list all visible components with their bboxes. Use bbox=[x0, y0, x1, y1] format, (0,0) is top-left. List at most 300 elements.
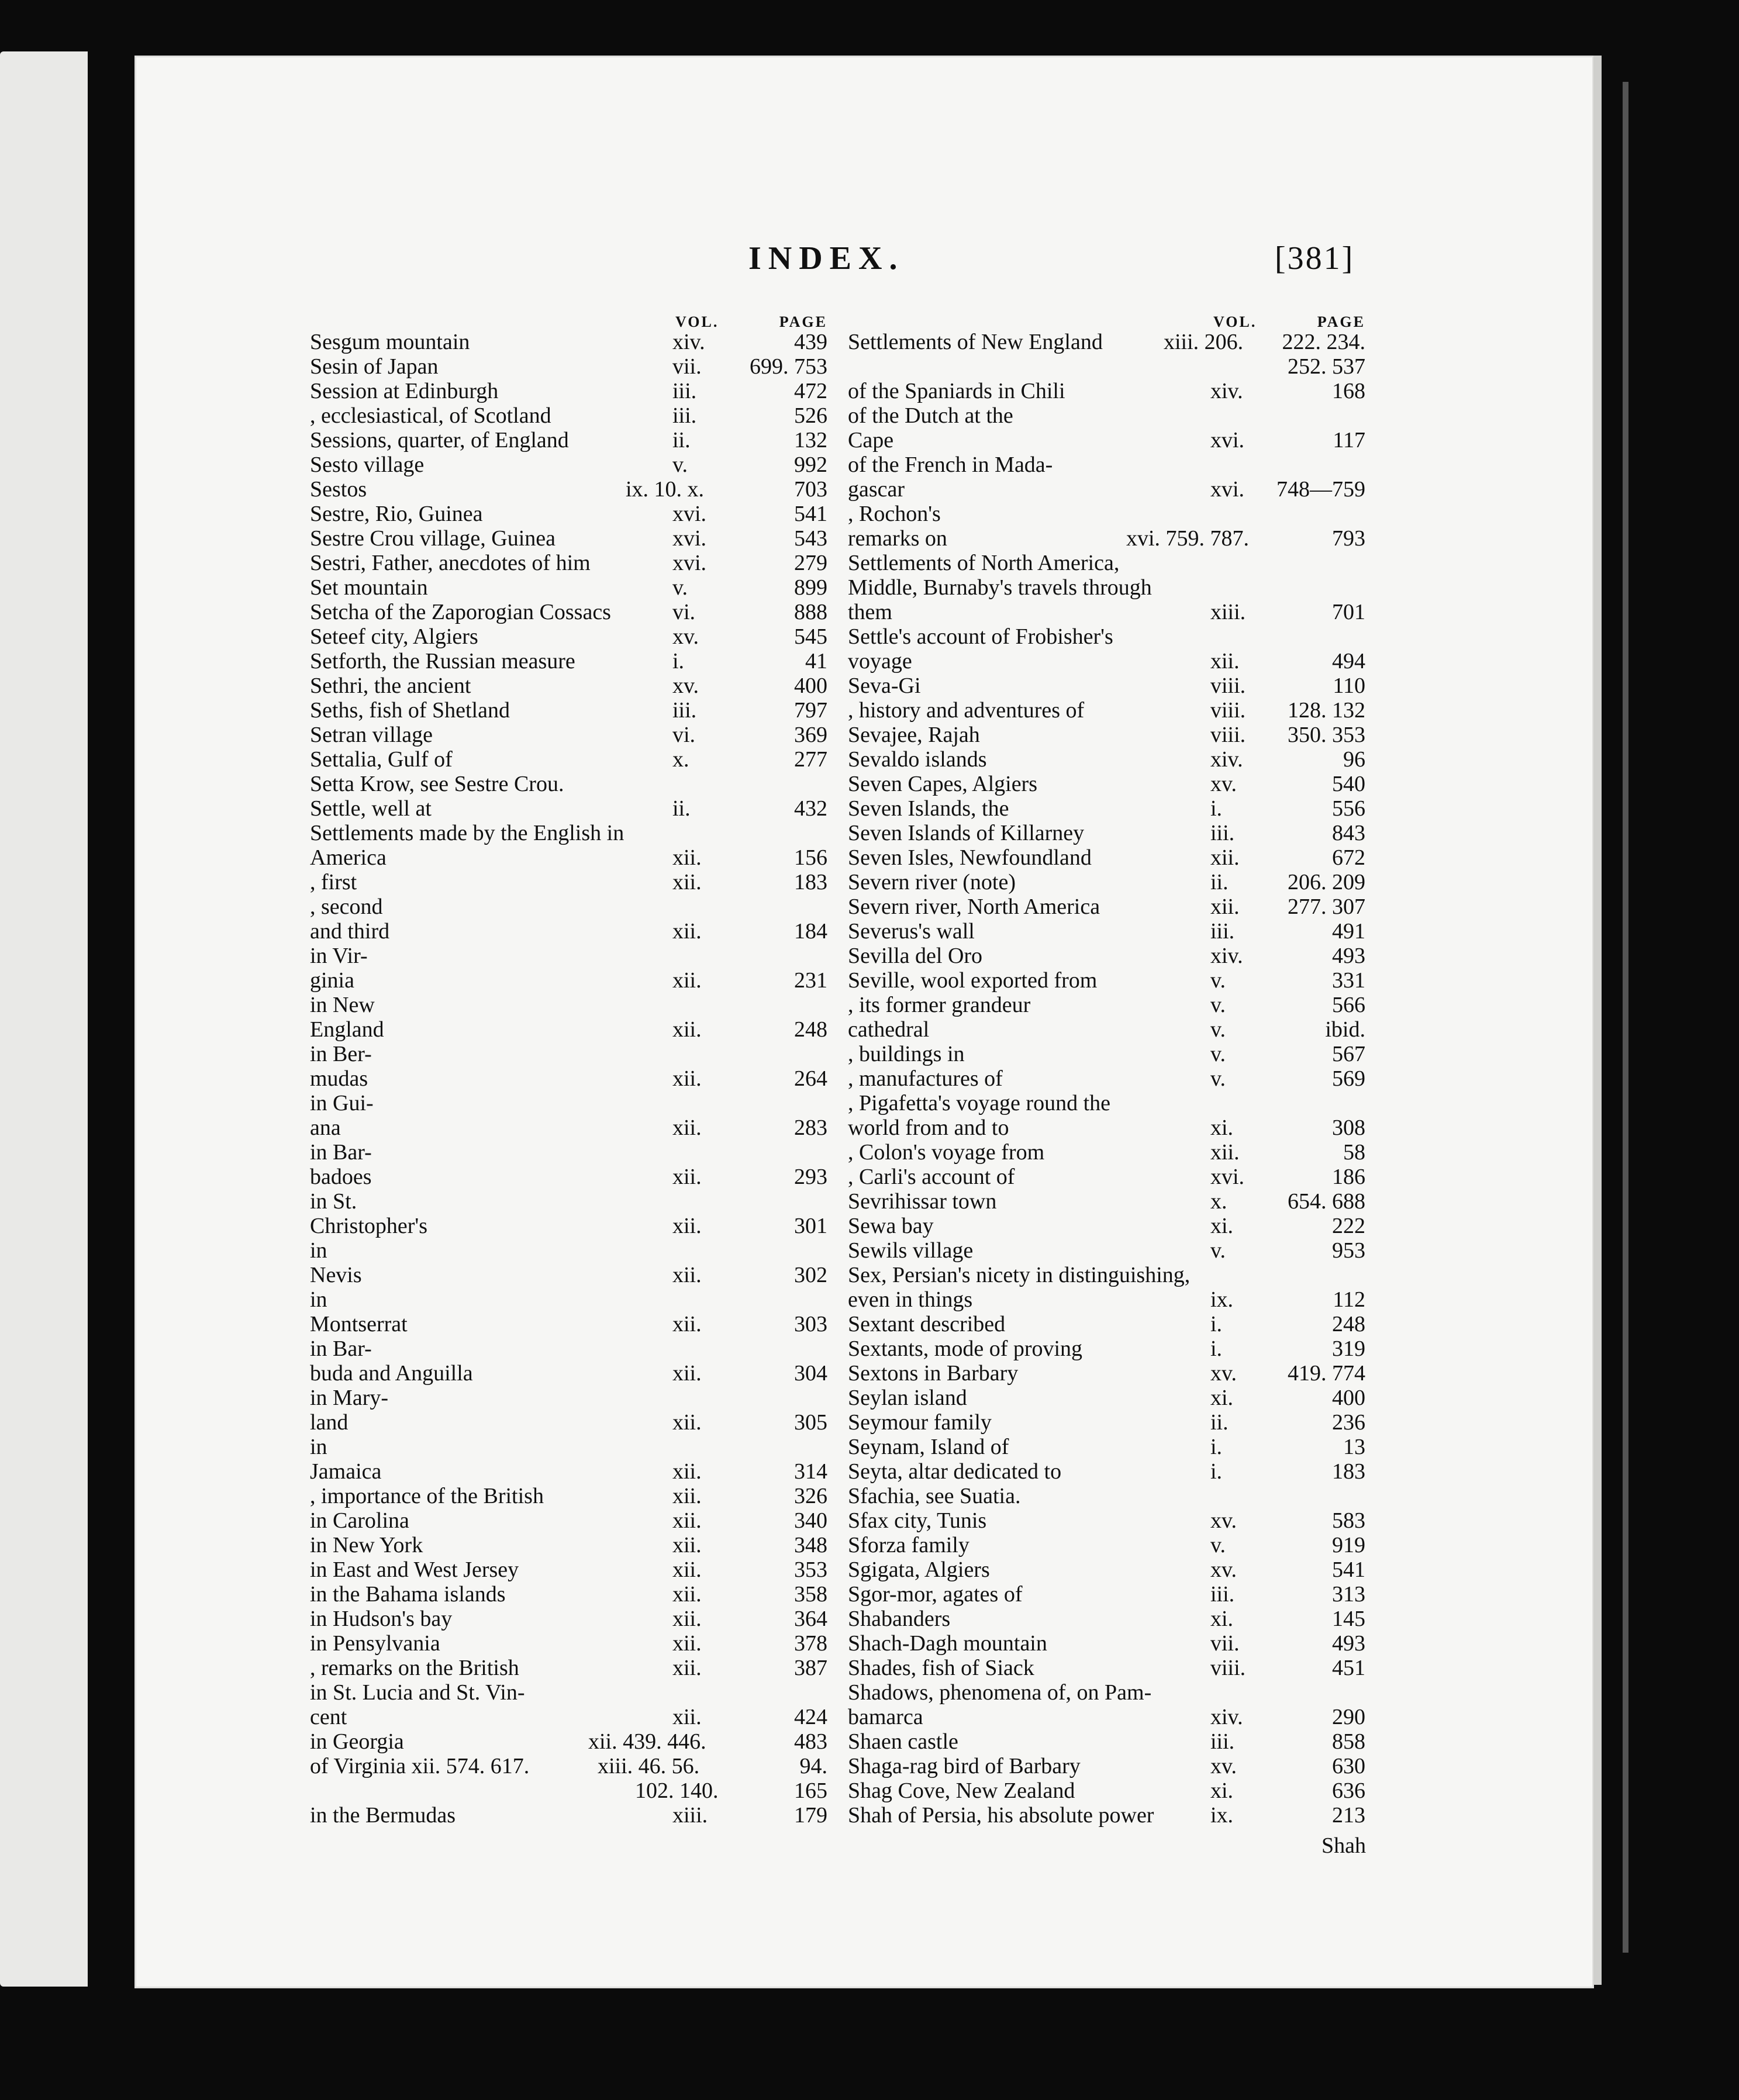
entry-volume: xvi. bbox=[672, 502, 707, 526]
entry-volume: xii. bbox=[1210, 894, 1240, 919]
entry-volume: xiv. bbox=[1210, 747, 1243, 772]
entry-term: Seyta, altar dedicated to bbox=[848, 1459, 1062, 1484]
entry-volume: xvi. bbox=[1210, 428, 1245, 453]
entry-page: 378 bbox=[794, 1631, 827, 1656]
entry-page: 703 bbox=[794, 477, 827, 502]
entry-page: 264 bbox=[794, 1066, 827, 1091]
index-entry bbox=[848, 1778, 1365, 1803]
index-entry bbox=[848, 1459, 1365, 1484]
index-entry bbox=[310, 1803, 827, 1828]
entry-page: 888 bbox=[794, 600, 827, 624]
entry-volume: v. bbox=[672, 575, 688, 600]
entry-term: Sestos bbox=[310, 477, 367, 502]
index-entry bbox=[310, 1386, 827, 1410]
index-entry bbox=[310, 1582, 827, 1607]
entry-volume: i. bbox=[1210, 1336, 1223, 1361]
index-entry bbox=[848, 330, 1365, 354]
index-entry bbox=[848, 1214, 1365, 1238]
entry-volume: v. bbox=[1210, 993, 1226, 1017]
index-entry bbox=[310, 1091, 827, 1115]
entry-page: 400 bbox=[1332, 1386, 1365, 1410]
entry-volume: v. bbox=[1210, 1238, 1226, 1263]
entry-page: 556 bbox=[1332, 796, 1365, 821]
index-entry bbox=[310, 1017, 827, 1042]
entry-term: in the Bahama islands bbox=[310, 1582, 506, 1607]
entry-term: England bbox=[310, 1017, 384, 1042]
index-entry bbox=[848, 1189, 1365, 1214]
entry-volume: viii. bbox=[1210, 698, 1246, 723]
entry-term: Setran village bbox=[310, 723, 433, 747]
entry-term: in bbox=[310, 1287, 327, 1312]
index-entry bbox=[310, 894, 827, 919]
index-entry bbox=[310, 1263, 827, 1287]
index-entry bbox=[848, 968, 1365, 993]
entry-volume: xii. 439. 446. bbox=[588, 1729, 706, 1754]
index-column-left bbox=[310, 310, 827, 1828]
index-entry bbox=[848, 1508, 1365, 1533]
entry-volume: vii. bbox=[672, 354, 702, 379]
entry-volume: xvi. bbox=[1210, 1165, 1245, 1189]
entry-volume: iii. bbox=[1210, 1582, 1235, 1607]
entry-page: 302 bbox=[794, 1263, 827, 1287]
entry-term: Jamaica bbox=[310, 1459, 382, 1484]
entry-volume: viii. bbox=[1210, 723, 1246, 747]
entry-page: 96 bbox=[1343, 747, 1365, 772]
entry-volume: xii. bbox=[672, 870, 702, 894]
entry-term: Middle, Burnaby's travels through bbox=[848, 575, 1152, 600]
index-entry bbox=[310, 1410, 827, 1435]
index-entry bbox=[848, 1729, 1365, 1754]
entry-volume: ii. bbox=[1210, 1410, 1229, 1435]
entry-term: in Mary- bbox=[310, 1386, 389, 1410]
entry-volume: xiii. 206. bbox=[1164, 330, 1244, 354]
entry-term: in Hudson's bay bbox=[310, 1607, 453, 1631]
entry-page: 183 bbox=[1332, 1459, 1365, 1484]
entry-volume: xii. bbox=[672, 1410, 702, 1435]
entry-page: 183 bbox=[794, 870, 827, 894]
entry-volume: xi. bbox=[1210, 1214, 1234, 1238]
entry-page: 340 bbox=[794, 1508, 827, 1533]
entry-volume: xii. bbox=[1210, 1140, 1240, 1165]
index-entry bbox=[848, 1336, 1365, 1361]
entry-term: Settle, well at bbox=[310, 796, 432, 821]
entry-term: Sextant described bbox=[848, 1312, 1006, 1336]
index-entry bbox=[310, 944, 827, 968]
entry-page: 369 bbox=[794, 723, 827, 747]
index-entry bbox=[848, 1091, 1365, 1115]
entry-page: 432 bbox=[794, 796, 827, 821]
entry-page: 222. 234. bbox=[1282, 330, 1365, 354]
index-entry bbox=[310, 1557, 827, 1582]
entry-volume: ix. 10. x. bbox=[626, 477, 705, 502]
index-entry bbox=[848, 403, 1365, 428]
entry-term: and third bbox=[310, 919, 390, 944]
entry-page: 387 bbox=[794, 1656, 827, 1680]
entry-page: 797 bbox=[794, 698, 827, 723]
entry-page: 494 bbox=[1332, 649, 1365, 673]
entry-page: 472 bbox=[794, 379, 827, 403]
index-entry bbox=[848, 747, 1365, 772]
entry-page: 540 bbox=[1332, 772, 1365, 796]
entry-volume: xvi. bbox=[672, 526, 707, 551]
entry-term: America bbox=[310, 845, 387, 870]
index-entry bbox=[848, 1803, 1365, 1828]
entry-page: 132 bbox=[794, 428, 827, 453]
entry-page: 248 bbox=[794, 1017, 827, 1042]
index-entry bbox=[310, 1042, 827, 1066]
index-entry bbox=[848, 1165, 1365, 1189]
entry-term: Severus's wall bbox=[848, 919, 975, 944]
index-entry bbox=[848, 1435, 1365, 1459]
entry-volume: xi. bbox=[1210, 1607, 1234, 1631]
entry-term: , importance of the British bbox=[310, 1484, 544, 1508]
entry-volume: xii. bbox=[672, 845, 702, 870]
entry-page: 748—759 bbox=[1276, 477, 1365, 502]
index-entry bbox=[848, 575, 1365, 600]
entry-page: 493 bbox=[1332, 944, 1365, 968]
entry-page: 319 bbox=[1332, 1336, 1365, 1361]
entry-volume: xii. bbox=[672, 1656, 702, 1680]
entry-term: , Pigafetta's voyage round the bbox=[848, 1091, 1111, 1115]
index-entry bbox=[848, 723, 1365, 747]
index-entry bbox=[310, 1066, 827, 1091]
entry-term: in bbox=[310, 1238, 327, 1263]
page-header: PAGE bbox=[779, 313, 827, 330]
vol-header: VOL. bbox=[675, 313, 719, 330]
index-entry bbox=[310, 330, 827, 354]
entry-term: Sfax city, Tunis bbox=[848, 1508, 987, 1533]
entry-volume: xii. bbox=[672, 1484, 702, 1508]
entry-volume: ix. bbox=[1210, 1803, 1234, 1828]
index-entry bbox=[310, 1287, 827, 1312]
entry-volume: iii. bbox=[1210, 1729, 1235, 1754]
entry-term: Sethri, the ancient bbox=[310, 673, 471, 698]
entry-volume: xiv. bbox=[1210, 944, 1243, 968]
entry-term: Sextants, mode of proving bbox=[848, 1336, 1083, 1361]
index-entry bbox=[848, 477, 1365, 502]
entry-term: Sextons in Barbary bbox=[848, 1361, 1019, 1386]
index-entry bbox=[848, 1705, 1365, 1729]
entry-page: 543 bbox=[794, 526, 827, 551]
entry-term: Seven Isles, Newfoundland bbox=[848, 845, 1092, 870]
index-entry bbox=[310, 1115, 827, 1140]
index-entry bbox=[310, 1189, 827, 1214]
entry-page: 128. 132 bbox=[1288, 698, 1365, 723]
entry-page: 566 bbox=[1332, 993, 1365, 1017]
entry-page: 186 bbox=[1332, 1165, 1365, 1189]
entry-page: 41 bbox=[805, 649, 827, 673]
entry-page: 439 bbox=[794, 330, 827, 354]
entry-volume: iii. bbox=[1210, 919, 1235, 944]
entry-volume: xiii. bbox=[1210, 600, 1246, 624]
entry-page: 326 bbox=[794, 1484, 827, 1508]
index-column-right bbox=[848, 310, 1365, 1828]
entry-term: Seths, fish of Shetland bbox=[310, 698, 510, 723]
entry-term: , Carli's account of bbox=[848, 1165, 1015, 1189]
entry-page: 110 bbox=[1333, 673, 1365, 698]
index-entry bbox=[310, 477, 827, 502]
entry-term: in the Bermudas bbox=[310, 1803, 456, 1828]
page-title: INDEX. bbox=[748, 240, 905, 277]
entry-page: 58 bbox=[1343, 1140, 1365, 1165]
entry-page: 293 bbox=[794, 1165, 827, 1189]
entry-term: Shah of Persia, his absolute power bbox=[848, 1803, 1154, 1828]
entry-volume: xii. bbox=[672, 1459, 702, 1484]
entry-term: , ecclesiastical, of Scotland bbox=[310, 403, 551, 428]
index-entry bbox=[848, 1656, 1365, 1680]
entry-term: Seynam, Island of bbox=[848, 1435, 1009, 1459]
entry-volume: xii. bbox=[672, 1705, 702, 1729]
index-entry bbox=[310, 673, 827, 698]
index-entry bbox=[310, 1631, 827, 1656]
entry-term: Shag Cove, New Zealand bbox=[848, 1778, 1075, 1803]
binding-edge bbox=[1623, 82, 1628, 1953]
entry-term: Sessions, quarter, of England bbox=[310, 428, 569, 453]
index-entry bbox=[310, 1361, 827, 1386]
entry-volume: ix. bbox=[1210, 1287, 1234, 1312]
entry-term: voyage bbox=[848, 649, 912, 673]
entry-term: in New York bbox=[310, 1533, 423, 1557]
entry-page: 184 bbox=[794, 919, 827, 944]
index-entry bbox=[848, 600, 1365, 624]
index-entry bbox=[848, 526, 1365, 551]
entry-term: Sestri, Father, anecdotes of him bbox=[310, 551, 591, 575]
entry-volume: v. bbox=[672, 453, 688, 477]
entry-volume: xvi. bbox=[672, 551, 707, 575]
entry-term: Settlements made by the English in bbox=[310, 821, 624, 845]
entry-volume: iii. bbox=[672, 403, 697, 428]
entry-volume: vi. bbox=[672, 723, 696, 747]
entry-term: remarks on bbox=[848, 526, 947, 551]
index-entry bbox=[848, 1680, 1365, 1705]
vol-header: VOL. bbox=[1213, 313, 1257, 330]
index-entry bbox=[848, 1582, 1365, 1607]
entry-term: Shades, fish of Siack bbox=[848, 1656, 1034, 1680]
entry-term: , its former grandeur bbox=[848, 993, 1031, 1017]
entry-page: 277 bbox=[794, 747, 827, 772]
entry-page: 899 bbox=[794, 575, 827, 600]
entry-term: Shaga-rag bird of Barbary bbox=[848, 1754, 1081, 1778]
index-entry bbox=[310, 1778, 827, 1803]
entry-term: Sevilla del Oro bbox=[848, 944, 983, 968]
index-entry bbox=[310, 1214, 827, 1238]
entry-term: Setcha of the Zaporogian Cossacs bbox=[310, 600, 611, 624]
entry-term: Christopher's bbox=[310, 1214, 428, 1238]
index-entry bbox=[848, 944, 1365, 968]
entry-page: 636 bbox=[1332, 1778, 1365, 1803]
entry-term: Sesin of Japan bbox=[310, 354, 439, 379]
entry-term: Seven Capes, Algiers bbox=[848, 772, 1038, 796]
index-entry bbox=[310, 1533, 827, 1557]
entry-volume: iii. bbox=[672, 698, 697, 723]
index-entry bbox=[848, 1533, 1365, 1557]
entry-volume: vii. bbox=[1210, 1631, 1240, 1656]
entry-volume: xii. bbox=[1210, 649, 1240, 673]
entry-page: 331 bbox=[1332, 968, 1365, 993]
index-entry bbox=[310, 1238, 827, 1263]
entry-page: 350. 353 bbox=[1288, 723, 1365, 747]
entry-term: Sesgum mountain bbox=[310, 330, 470, 354]
entry-term: of the Spaniards in Chili bbox=[848, 379, 1065, 403]
entry-term: Seva-Gi bbox=[848, 673, 921, 698]
index-entry bbox=[848, 453, 1365, 477]
entry-term: Cape bbox=[848, 428, 894, 453]
index-entry bbox=[848, 1361, 1365, 1386]
entry-page: 569 bbox=[1332, 1066, 1365, 1091]
entry-page: ibid. bbox=[1325, 1017, 1365, 1042]
index-entry bbox=[848, 796, 1365, 821]
index-entry bbox=[310, 551, 827, 575]
index-entry bbox=[310, 1656, 827, 1680]
entry-volume: xii. bbox=[672, 1631, 702, 1656]
index-entry bbox=[848, 1263, 1365, 1287]
entry-term: Seville, wool exported from bbox=[848, 968, 1098, 993]
index-entry bbox=[848, 649, 1365, 673]
entry-page: 953 bbox=[1332, 1238, 1365, 1263]
entry-term: , history and adventures of bbox=[848, 698, 1085, 723]
entry-term: Set mountain bbox=[310, 575, 428, 600]
entry-term: Sfachia, see Suatia. bbox=[848, 1484, 1021, 1508]
entry-volume: v. bbox=[1210, 1042, 1226, 1066]
entry-term: , buildings in bbox=[848, 1042, 965, 1066]
entry-volume: xiii. 46. 56. bbox=[598, 1754, 700, 1778]
entry-page: 248 bbox=[1332, 1312, 1365, 1336]
index-entry bbox=[310, 600, 827, 624]
index-entry bbox=[310, 1705, 827, 1729]
entry-page: 541 bbox=[794, 502, 827, 526]
entry-page: 843 bbox=[1332, 821, 1365, 845]
index-entry bbox=[848, 354, 1365, 379]
entry-term: them bbox=[848, 600, 892, 624]
entry-term: in Georgia bbox=[310, 1729, 404, 1754]
entry-page: 526 bbox=[794, 403, 827, 428]
index-entry bbox=[310, 526, 827, 551]
index-entry bbox=[848, 1410, 1365, 1435]
entry-term: of the Dutch at the bbox=[848, 403, 1013, 428]
column-header bbox=[310, 310, 827, 330]
entry-term: Sgigata, Algiers bbox=[848, 1557, 990, 1582]
index-entry bbox=[848, 502, 1365, 526]
entry-term: , remarks on the British bbox=[310, 1656, 519, 1680]
entry-volume: xiv. bbox=[1210, 379, 1243, 403]
entry-page: 283 bbox=[794, 1115, 827, 1140]
index-entry bbox=[310, 575, 827, 600]
entry-page: 13 bbox=[1343, 1435, 1365, 1459]
entry-term: Settlements of New England bbox=[848, 330, 1103, 354]
entry-term: , Colon's voyage from bbox=[848, 1140, 1045, 1165]
entry-page: 419. 774 bbox=[1288, 1361, 1365, 1386]
index-entry bbox=[310, 747, 827, 772]
entry-term: , Rochon's bbox=[848, 502, 941, 526]
index-entry bbox=[310, 796, 827, 821]
index-entry bbox=[848, 673, 1365, 698]
index-entry bbox=[310, 1336, 827, 1361]
entry-volume: xii. bbox=[672, 1582, 702, 1607]
entry-volume: i. bbox=[1210, 1459, 1223, 1484]
entry-volume: xi. bbox=[1210, 1115, 1234, 1140]
index-entry bbox=[848, 1017, 1365, 1042]
entry-page: 701 bbox=[1332, 600, 1365, 624]
entry-page: 364 bbox=[794, 1607, 827, 1631]
entry-term: , second bbox=[310, 894, 383, 919]
column-header bbox=[848, 310, 1365, 330]
entry-term: Setta Krow, see Sestre Crou. bbox=[310, 772, 564, 796]
entry-volume: xii. bbox=[672, 1312, 702, 1336]
entry-term: land bbox=[310, 1410, 349, 1435]
index-entry bbox=[848, 919, 1365, 944]
entry-term: in Pensylvania bbox=[310, 1631, 440, 1656]
entry-term: Sforza family bbox=[848, 1533, 969, 1557]
entry-page: 699. 753 bbox=[750, 354, 827, 379]
entry-volume: xv. bbox=[1210, 772, 1237, 796]
entry-page: 165 bbox=[794, 1778, 827, 1803]
index-entry bbox=[848, 1238, 1365, 1263]
index-entry bbox=[848, 993, 1365, 1017]
index-entry bbox=[848, 1631, 1365, 1656]
index-entry bbox=[310, 1165, 827, 1189]
entry-page: 279 bbox=[794, 551, 827, 575]
entry-volume: viii. bbox=[1210, 1656, 1246, 1680]
index-entry bbox=[310, 1312, 827, 1336]
entry-term: mudas bbox=[310, 1066, 368, 1091]
entry-term: cent bbox=[310, 1705, 347, 1729]
entry-volume: xvi. bbox=[1210, 477, 1245, 502]
entry-volume: xv. bbox=[1210, 1361, 1237, 1386]
entry-volume: xii. bbox=[672, 1214, 702, 1238]
index-entry bbox=[848, 1754, 1365, 1778]
entry-volume: xv. bbox=[1210, 1557, 1237, 1582]
entry-term: even in things bbox=[848, 1287, 973, 1312]
entry-term: badoes bbox=[310, 1165, 372, 1189]
index-entry bbox=[310, 379, 827, 403]
entry-volume: xii. bbox=[672, 1557, 702, 1582]
entry-term: Sestre, Rio, Guinea bbox=[310, 502, 483, 526]
entry-volume: xv. bbox=[1210, 1508, 1237, 1533]
index-entry bbox=[848, 551, 1365, 575]
entry-volume: xiv. bbox=[1210, 1705, 1243, 1729]
index-entry bbox=[848, 379, 1365, 403]
entry-page: 305 bbox=[794, 1410, 827, 1435]
entry-volume: i. bbox=[1210, 1435, 1223, 1459]
entry-term: in Carolina bbox=[310, 1508, 409, 1533]
entry-term: Shach-Dagh mountain bbox=[848, 1631, 1047, 1656]
index-entry bbox=[310, 968, 827, 993]
index-entry bbox=[848, 1287, 1365, 1312]
index-entry bbox=[310, 1435, 827, 1459]
entry-page: 231 bbox=[794, 968, 827, 993]
entry-page: 117 bbox=[1333, 428, 1365, 453]
entry-term: Shaen castle bbox=[848, 1729, 958, 1754]
entry-term: Settle's account of Frobisher's bbox=[848, 624, 1113, 649]
index-entry bbox=[310, 649, 827, 673]
entry-page: 290 bbox=[1332, 1705, 1365, 1729]
index-entry bbox=[848, 624, 1365, 649]
entry-term: Sesto village bbox=[310, 453, 425, 477]
entry-volume: xvi. 759. 787. bbox=[1126, 526, 1250, 551]
page-number: [381] bbox=[1275, 240, 1355, 277]
page-header: PAGE bbox=[1317, 313, 1365, 330]
entry-page: 630 bbox=[1332, 1754, 1365, 1778]
entry-term: in Bar- bbox=[310, 1336, 372, 1361]
entry-page: 491 bbox=[1332, 919, 1365, 944]
index-entry bbox=[848, 894, 1365, 919]
entry-term: , first bbox=[310, 870, 357, 894]
entry-page: 303 bbox=[794, 1312, 827, 1336]
entry-term: of Virginia xii. 574. 617. bbox=[310, 1754, 530, 1778]
entry-page: 583 bbox=[1332, 1508, 1365, 1533]
entry-term: Sewa bay bbox=[848, 1214, 934, 1238]
entry-term: Setforth, the Russian measure bbox=[310, 649, 575, 673]
